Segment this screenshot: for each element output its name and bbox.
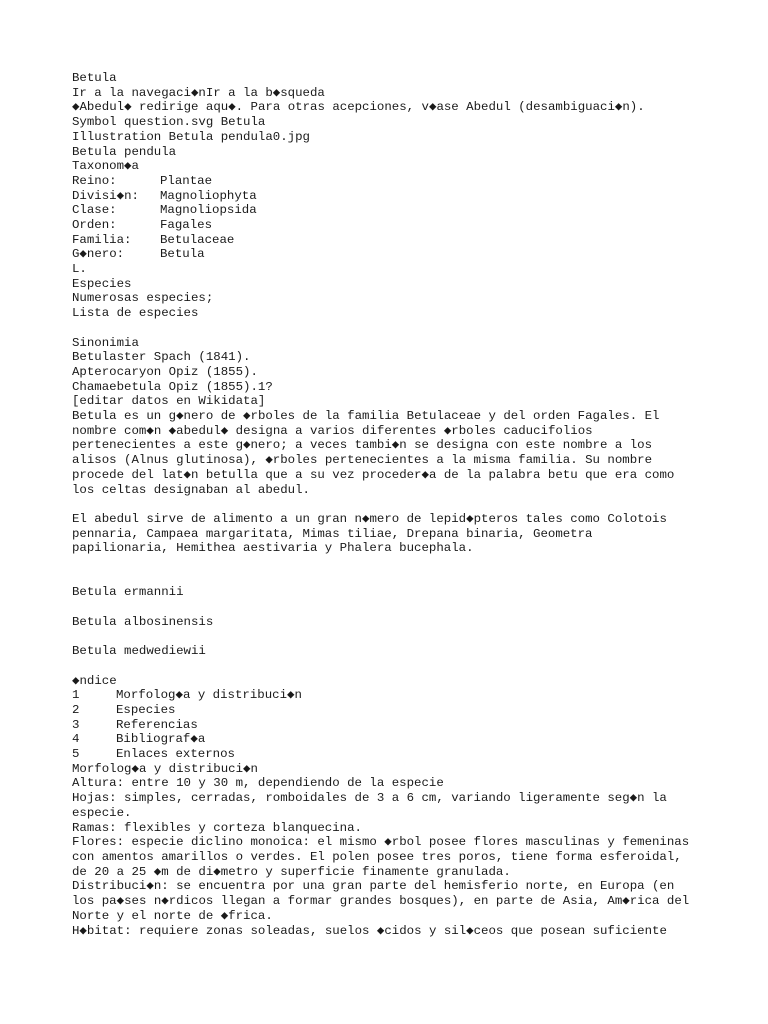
taxonomy-key: G◆nero: [72, 247, 125, 262]
taxonomy-author: L. [72, 262, 87, 277]
synonym-item: Betulaster Spach (1841). [72, 350, 251, 365]
taxonomy-value[interactable]: Betula [160, 247, 205, 262]
taxonomy-value[interactable]: Magnoliophyta [160, 188, 257, 203]
gallery-caption: Betula medwediewii [72, 644, 206, 659]
toc-link[interactable]: Enlaces externos [116, 747, 235, 762]
species-heading: Especies [72, 276, 132, 291]
paragraph-line: los celtas designaban al abedul. [72, 482, 310, 497]
spacer [72, 600, 762, 615]
document-page [72, 71, 762, 938]
section-line: Altura: entre 10 y 30 m, dependiendo de la especie [72, 776, 444, 791]
spacer [72, 497, 762, 512]
toc-number: 1 [72, 688, 80, 703]
toc-link[interactable]: Morfolog◆a y distribuci◆n [116, 688, 302, 703]
taxonomy-value[interactable]: Betulaceae [160, 232, 235, 247]
taxonomy-key: Reino: [72, 173, 117, 188]
paragraph-line: procede del lat◆n betulla que a su vez proceder◆a de la palabra betu que era como [72, 467, 675, 482]
section-line: de 20 a 25 ◆m de di◆metro y superficie finamente granulada. [72, 864, 511, 879]
toc-number: 4 [72, 732, 80, 747]
synonym-item: Chamaebetula Opiz (1855).1? [72, 379, 273, 394]
section-line: Flores: especie diclino monoica: el mismo ◆rbol posee flores masculinas y femeninas [72, 835, 690, 850]
toc-number: 5 [72, 747, 80, 762]
toc-number: 2 [72, 703, 80, 718]
taxonomy-key: Clase: [72, 203, 117, 218]
toc-item[interactable] [72, 718, 762, 733]
toc-link[interactable]: Bibliograf◆a [116, 732, 206, 747]
edit-wikidata-link[interactable]: [editar datos en Wikidata] [72, 394, 266, 409]
species-note: Numerosas especies; [72, 291, 214, 306]
paragraph-line: nombre com◆n ◆abedul◆ designa a varios diferentes ◆rboles caducifolios [72, 423, 593, 438]
section-line: los pa◆ses n◆rdicos llegan a formar grandes bosques), en parte de Asia, Am◆rica del [72, 894, 690, 909]
section-heading: Morfolog◆a y distribuci◆n [72, 761, 258, 776]
paragraph-line: pertenecientes a este g◆nero; a veces tambi◆n se designa con este nombre a los [72, 438, 653, 453]
page-title: Betula [72, 71, 117, 85]
section-line: Ramas: flexibles y corteza blanquecina. [72, 820, 362, 835]
taxonomy-key: Divisi◆n: [72, 188, 139, 203]
toc-link[interactable]: Referencias [116, 717, 198, 732]
toc-item[interactable] [72, 703, 762, 718]
paragraph-line: pennaria, Campaea margaritata, Mimas tiliae, Drepana binaria, Geometra [72, 526, 593, 541]
spacer [72, 659, 762, 674]
taxonomy-value[interactable]: Fagales [160, 217, 213, 232]
taxonomy-value[interactable]: Plantae [160, 173, 213, 188]
toc-item[interactable] [72, 732, 762, 747]
taxonomy-row [72, 174, 762, 189]
gallery-caption: Betula albosinensis [72, 614, 214, 629]
section-line: Hojas: simples, cerradas, romboidales de 3 a 6 cm, variando ligeramente seg◆n la [72, 791, 667, 806]
taxonomy-row [72, 233, 762, 248]
illustration-image-line[interactable]: Illustration Betula pendula0.jpg [72, 129, 310, 144]
synonymy-heading: Sinonimia [72, 335, 139, 350]
toc-item[interactable] [72, 688, 762, 703]
section-line: Distribuci◆n: se encuentra por una gran parte del hemisferio norte, en Europa (en [72, 879, 675, 894]
gallery-caption: Betula ermannii [72, 585, 184, 600]
spacer [72, 630, 762, 645]
toc-link[interactable]: Especies [116, 703, 176, 718]
paragraph-line: El abedul sirve de alimento a un gran n◆mero de lepid◆pteros tales como Colotois [72, 511, 667, 526]
taxonomy-key: Familia: [72, 232, 132, 247]
spacer [72, 321, 762, 336]
skip-navigation-link[interactable]: Ir a la navegaci◆nIr a la b◆squeda [72, 85, 325, 100]
toc-item[interactable] [72, 747, 762, 762]
taxonomy-row [72, 189, 762, 204]
species-list-link[interactable]: Lista de especies [72, 306, 199, 321]
image-caption: Betula pendula [72, 144, 177, 159]
section-line: especie. [72, 805, 132, 820]
taxonomy-key: Orden: [72, 217, 117, 232]
section-line: con amentos amarillos o verdes. El polen posee tres poros, tiene forma esferoidal, [72, 850, 682, 864]
symbol-image-line[interactable]: Symbol question.svg Betula [72, 115, 266, 130]
redirect-note: ◆Abedul◆ redirige aqu◆. Para otras acepciones, v◆ase Abedul (desambiguaci◆n). [72, 100, 645, 115]
taxonomy-row [72, 218, 762, 233]
section-line: H◆bitat: requiere zonas soleadas, suelos ◆cidos y sil◆ceos que posean suficiente [72, 923, 667, 938]
paragraph-line: Betula es un g◆nero de ◆rboles de la familia Betulaceae y del orden Fagales. El [72, 409, 660, 424]
spacer [72, 556, 762, 585]
section-line: Norte y el norte de ◆frica. [72, 908, 273, 923]
taxonomy-row [72, 247, 762, 262]
synonym-item: Apterocaryon Opiz (1855). [72, 364, 258, 379]
toc-heading: ◆ndice [72, 673, 117, 688]
paragraph-line: alisos (Alnus glutinosa), ◆rboles pertenecientes a la misma familia. Su nombre [72, 453, 653, 468]
toc-number: 3 [72, 717, 80, 732]
taxonomy-row [72, 203, 762, 218]
paragraph-line: papilionaria, Hemithea aestivaria y Phalera bucephala. [72, 541, 474, 556]
taxonomy-value[interactable]: Magnoliopsida [160, 203, 257, 218]
taxonomy-heading: Taxonom◆a [72, 159, 139, 174]
